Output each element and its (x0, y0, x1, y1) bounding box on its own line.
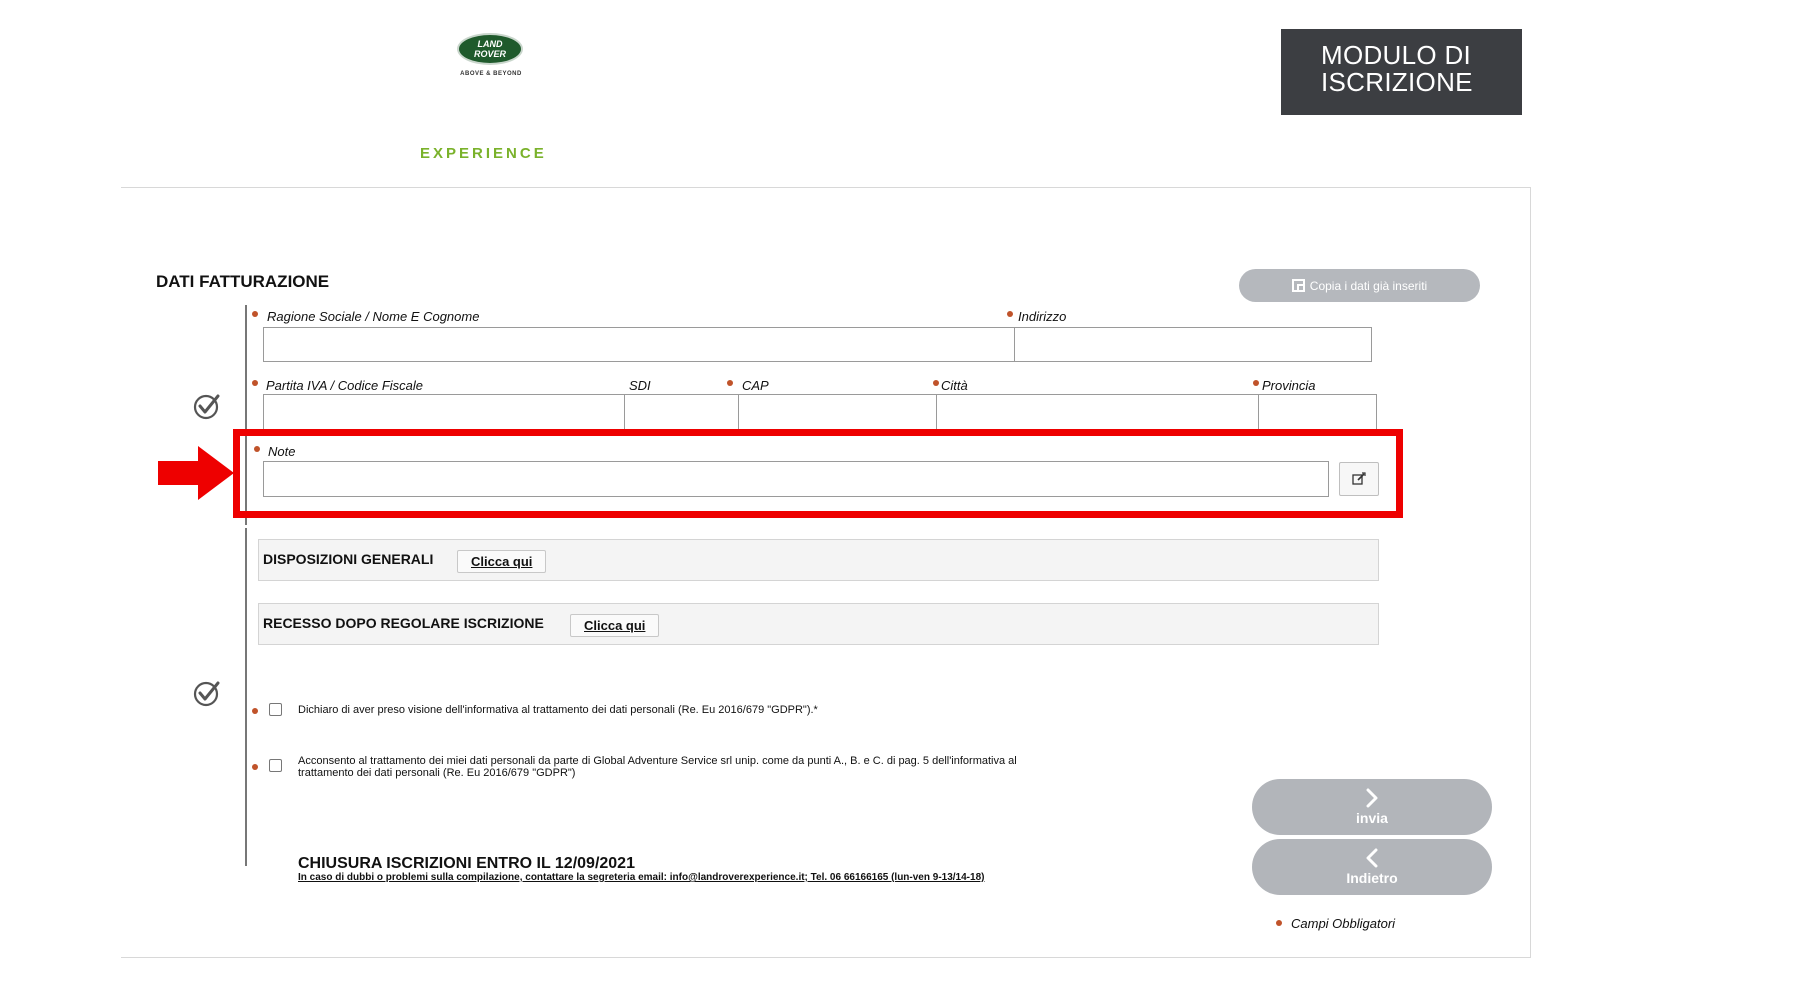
required-dot (252, 764, 258, 770)
note-input[interactable] (263, 461, 1329, 497)
chevron-left-icon (1364, 848, 1380, 868)
partita-iva-input[interactable] (263, 394, 625, 430)
back-button[interactable] (1252, 839, 1492, 895)
indirizzo-label: Indirizzo (1018, 309, 1067, 324)
required-dot (727, 380, 733, 386)
form-title-box (1281, 29, 1522, 115)
citta-label: Città (941, 378, 968, 393)
indirizzo-input[interactable] (1014, 327, 1372, 362)
logo-tagline: ABOVE & BEYOND (460, 71, 522, 77)
ragione-sociale-label: Ragione Sociale / Nome E Cognome (267, 309, 480, 324)
form-title-line1: MODULO DI (1321, 40, 1472, 70)
required-dot (252, 311, 258, 317)
gdpr-consent-checkbox[interactable] (269, 759, 282, 772)
recesso-label: RECESSO DOPO REGOLARE ISCRIZIONE (263, 615, 544, 631)
provincia-label: Provincia (1262, 378, 1316, 393)
cap-label: CAP (742, 378, 769, 393)
gdpr-info-text: Dichiaro di aver preso visione dell'informativa al trattamento dei dati personali (Re. Eu 2016/679 "GDPR").* (298, 704, 818, 716)
gdpr-consent-line2: trattamento dei dati personali (Re. Eu 2016/679 "GDPR") (298, 767, 576, 779)
sdi-label: SDI (629, 378, 651, 393)
form-title-line2: ISCRIZIONE (1321, 67, 1473, 97)
gdpr-consent-text (298, 755, 1017, 779)
ragione-sociale-input[interactable] (263, 327, 1015, 362)
land-rover-logo (457, 33, 523, 65)
required-dot (1253, 380, 1259, 386)
section-title: DATI FATTURAZIONE (156, 272, 330, 291)
back-label: Indietro (1346, 870, 1398, 886)
copy-data-button[interactable] (1239, 269, 1480, 302)
required-dot (252, 380, 258, 386)
submit-button[interactable] (1252, 779, 1492, 835)
provincia-input[interactable] (1258, 394, 1377, 430)
copy-icon (1292, 279, 1305, 292)
edit-icon (1352, 472, 1366, 486)
checkmark-circle-icon (193, 392, 221, 420)
contact-info-link[interactable]: In caso di dubbi o problemi sulla compilazione, contattare la segreteria email: info@landroverexperience.it; Tel. 06 66166165 (lun-ven 9-13/14-18) (298, 872, 985, 883)
gdpr-consent-line1: Acconsento al trattamento dei miei dati personali da parte di Global Adventure Service srl unip. come da punti A., B. e C. di pag. 5 dell'informativa al (298, 755, 1017, 767)
form-divider-line (245, 528, 247, 866)
experience-label: EXPERIENCE (420, 145, 547, 162)
arrow-right-icon (158, 446, 234, 500)
copy-data-label: Copia i dati già inseriti (1309, 278, 1428, 293)
closing-date-text: CHIUSURA ISCRIZIONI ENTRO IL 12/09/2021 (298, 855, 635, 872)
required-dot (252, 708, 258, 714)
logo-line1: LAND (477, 39, 503, 49)
disposizioni-button[interactable]: Clicca qui (457, 550, 546, 573)
required-fields-note: Campi Obbligatori (1291, 916, 1396, 931)
required-dot (933, 380, 939, 386)
citta-input[interactable] (936, 394, 1259, 430)
required-dot (254, 446, 260, 452)
submit-label: invia (1356, 810, 1388, 826)
disposizioni-label: DISPOSIZIONI GENERALI (263, 551, 434, 567)
recesso-button[interactable]: Clicca qui (570, 614, 659, 637)
logo-line2: ROVER (473, 49, 506, 59)
cap-input[interactable] (738, 394, 937, 430)
sdi-input[interactable] (624, 394, 739, 430)
required-dot (1007, 311, 1013, 317)
edit-note-button[interactable] (1339, 462, 1379, 496)
partita-iva-label: Partita IVA / Codice Fiscale (266, 378, 424, 393)
required-dot (1276, 920, 1282, 926)
chevron-right-icon (1364, 788, 1380, 808)
note-label: Note (268, 444, 296, 459)
gdpr-info-checkbox[interactable] (269, 703, 282, 716)
checkmark-circle-icon (193, 679, 221, 707)
